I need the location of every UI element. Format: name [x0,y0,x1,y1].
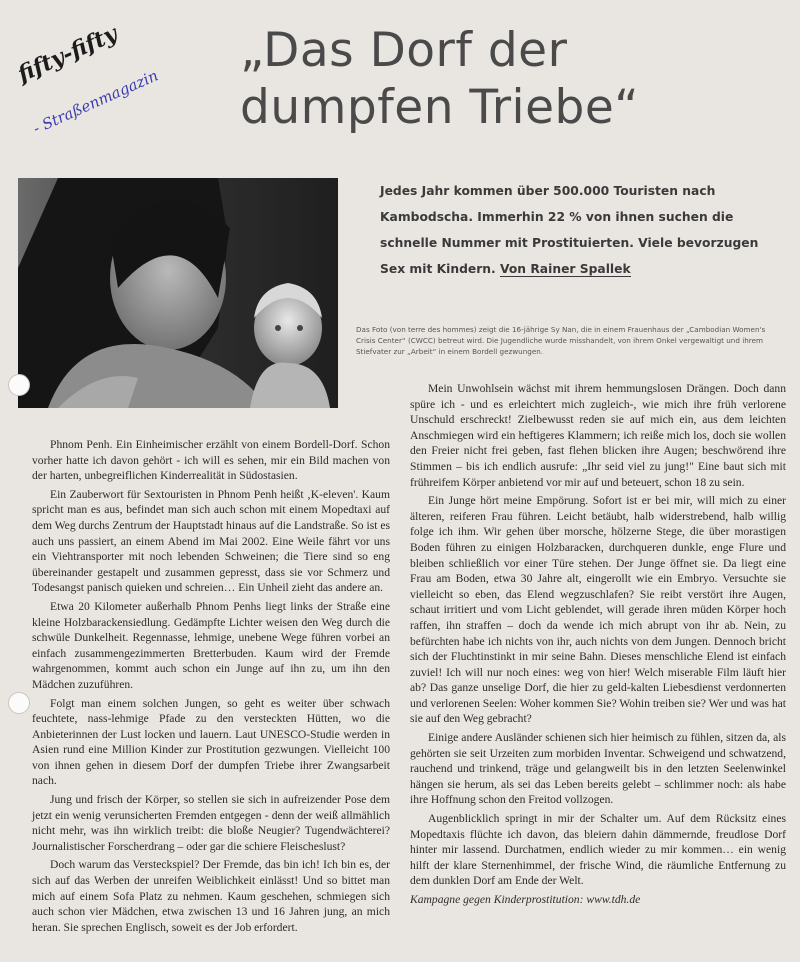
paragraph: Ein Junge hört meine Empörung. Sofort ist er bei mir, will mich zu einer älteren, reiferen Frau führen. Leicht betäubt, halb widerstrebend, halb willig folge ich ihm. Wir gehen über morsche, hölzerne Stege, die über morastigen Boden führen zu einigen Holzbaracken, durchqueren dunkle, enge Flure und bleiben schließlich vor einer Türe stehen. Der Junge öffnet sie. Da liegt eine Frau am Boden, etwa 30 Jahre alt, eingerollt wie ein Embryo. Versuchte sie vielleicht so eben, das Elend wegzuschlafen? Sie reibt verstört ihre Augen, schaut irritiert und vom Licht geblendet, will gerade ihren müden Körper hoch raffen, ihn straffen – doch da wende ich mich abrupt von ihr ab. Nein, zu befürchten habe ich nichts von ihr, auch nichts von dem Jungen. Dennoch bricht sich der Fluchtinstinkt in mir seine Bahn. Dieses menschliche Elend ist einfach zuviel! Ich will nur noch eines: weg von hier! Welch miserable Film läuft hier ab? Das ganze unselige Dorf, die hier zu geld-kalten Liebesdienst verdonnerten und verlorenen Seelen: Woher kommen Sie? Wohin treiben sie? Wer und was hat sie auf den Weg gebracht? [410,494,786,726]
handwritten-subtitle: - Straßenmagazin [30,66,161,138]
paragraph: Doch warum das Versteckspiel? Der Fremde, das bin ich! Ich bin es, der sich auf das Werben der unreifen Weiblichkeit einlässt! Und so bittet man mich auf einem Sofa Platz zu nehmen. Kaum geschehen, schmiegen sich auch schon vier Mädchen, etwa zwischen 13 und 16 Jahren jung, an mich heran. Sie sprechen Englisch, soweit es der Job erfordert. [32,858,390,934]
photo-caption: Das Foto (von terre des hommes) zeigt die 16-jährige Sy Nan, die in einem Frauenhaus der „Cambodian Women's Crisis Center“ (CWCC) betreut wird. Die Jugendliche wurde misshandelt, von ihrem Onkel vergewaltigt und ihrem Stiefvater zur „Arbeit“ in einem Bordell gezwungen. [356,325,766,356]
handwritten-annotation [14,18,214,148]
paragraph: Etwa 20 Kilometer außerhalb Phnom Penhs liegt links der Straße eine kleine Holzbarackensiedlung. Gedämpfte Lichter weisen den Weg durch die schwüle Dunkelheit. Regennasse, lehmige, unebene Wege führen vorbei an einfach zusammengezimmerten Bretterbuden. Kaum wird der Fremde wahrgenommen, kommt auch schon ein Junge auf ihn zu, um ihn den Mädchen zuzuführen. [32,599,390,691]
punch-hole [8,374,30,396]
lead-text: Jedes Jahr kommen über 500.000 Touristen nach Kambodscha. Immerhin 22 % von ihnen suchen die schnelle Nummer mit Prostituierten. Viele bevorzugen Sex mit Kindern. [380,184,759,276]
paragraph: Phnom Penh. Ein Einheimischer erzählt von einem Bordell-Dorf. Schon vorher hatte ich davon gehört - ich will es sehen, mir ein Bild machen von der harten, unbegreiflichen Kinderrealität in Südostasien. [32,438,390,483]
paragraph: Ein Zauberwort für Sextouristen in Phnom Penh heißt ‚K-eleven'. Kaum spricht man es aus, befindet man sich auch schon mit einem Mopedtaxi auf dem Weg durchs Zentrum der Hauptstadt hinaus auf die Landstraße. So ist es auch uns passiert, an einem Abend im Mai 2002. Eine Weile fährt vor uns ein Viehtransporter mit noch lebenden Schweinen; die Tiere sind so eng übereinander gestapelt und zusammen gepresst, dass sie vor Schmerz und Todesangst panisch quieken und schreien… Ein Unheil zieht das andere an. [32,487,390,595]
body-column-left [32,437,390,938]
headline-line-1: „Das Dorf der [240,23,568,78]
lead-paragraph [380,178,780,282]
article-photo [18,178,338,408]
paragraph: Jung und frisch der Körper, so stellen sie sich in aufreizender Pose dem jetzt ein wenig verunsicherten Fremden entgegen - denn der weiß allmählich nicht mehr, was ihn wirklich treibt: die bloße Neugier? Tugendwächterei? Journalistischer Forscherdrang – oder gar die schiere Fleischeslust? [32,793,390,853]
punch-hole [8,692,30,714]
body-column-right [410,381,786,911]
campaign-footer: Kampagne gegen Kinderprostitution: www.tdh.de [410,893,641,906]
byline: Von Rainer Spallek [500,262,631,276]
paragraph: Mein Unwohlsein wächst mit ihrem hemmungslosen Drängen. Doch dann spüre ich - und es erleichtert mich zugleich-, wie mich ihre früh verlorene Unschuld erschreckt! Zielbewusst reden sie auf mich ein, aus dem leichten Anschmiegen wird ein heftigeres Klammern; ich reiße mich los, doch sie wollen den Freier nicht frei geben, fast flehen blicken ihre Augen; beschwörend ihre Stimmen – bis ich endlich ausrufe: „Ihr seid viel zu jung!" Eine baut sich mit frühreifem Körper anbietend vor mir auf und beteuert, schon 18 zu sein. [410,382,786,489]
paragraph: Einige andere Ausländer schienen sich hier heimisch zu fühlen, sitzen da, als gehörten sie seit Urzeiten zum morbiden Inventar. Schweigend und schwatzend, rauchend und trinkend, träge und gelangweilt bis in den letzten Seelenwinkel hängen sie herum, als sei das Leben bereits gelebt – schlimmer noch: als habe ihre Hoffnung schon den Freitod vollzogen. [410,731,786,807]
headline [240,22,760,136]
handwritten-title: fifty-fifty [14,20,122,88]
headline-line-2: dumpfen Triebe“ [240,80,640,135]
paragraph: Folgt man einem solchen Jungen, so geht es weiter über schwach feuchtete, nass-lehmige Pfade zu den versteckten Hütten, wo die Anbieterinnen der Lust locken und lauern. Laut UNESCO-Studie werden in Asien rund eine Million Kinder zur Prostitution gezwungen. Vielleicht 100 von ihnen gehen in diesem Dorf der dumpfen Triebe ihrer Zwangsarbeit nach. [32,696,390,788]
paragraph: Augenblicklich springt in mir der Schalter um. Auf dem Rücksitz eines Mopedtaxis flüchte ich davon, das bleiern dahin dämmernde, freudlose Dorf hinter mir lassend. Durchatmen, endlich wieder zu mir kommen… ein wenig hilft der klare Sternenhimmel, der frische Wind, die räumliche Entfernung zu dem dunklen Dorf am Ende der Welt. [410,812,786,888]
